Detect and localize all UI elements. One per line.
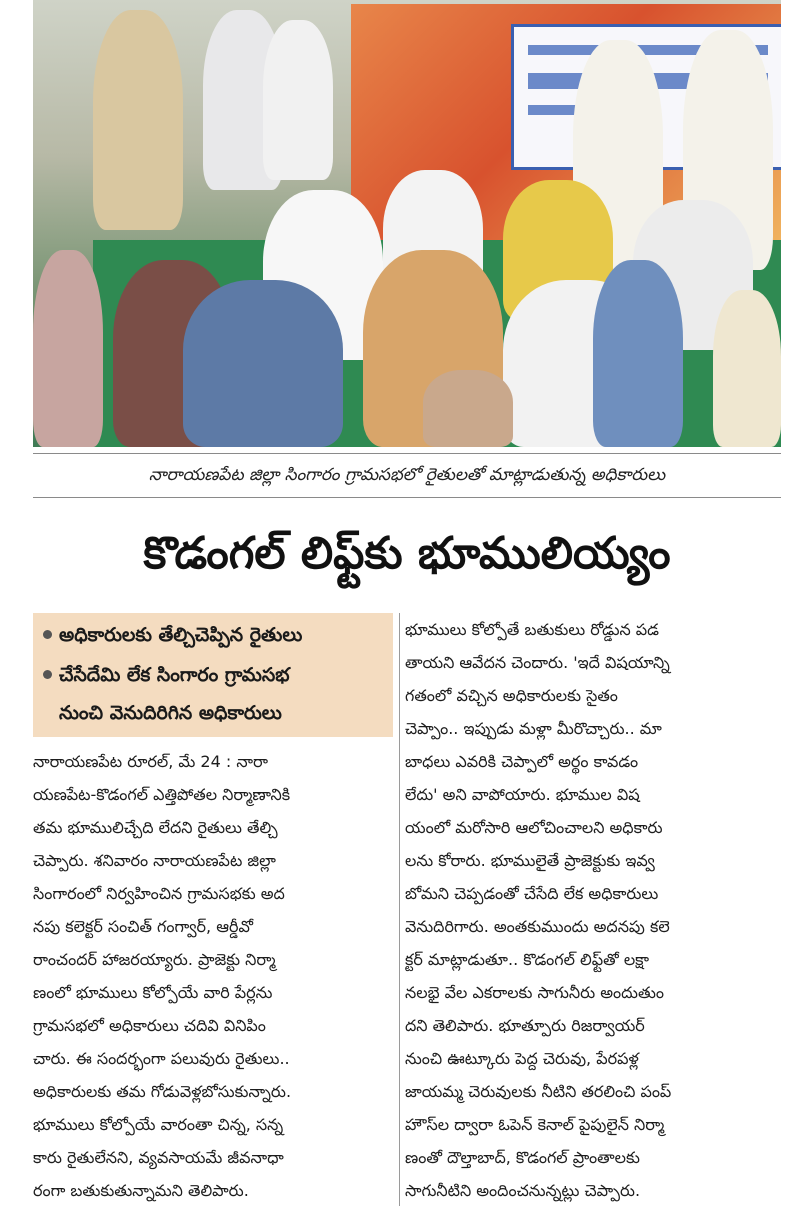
caption-top-rule [33,453,781,454]
column-divider [399,613,400,1206]
article-line: నలభై వేల ఎకరాలకు సాగునీరు అందుతుం [405,983,665,1002]
article-line: గతంలో వచ్చిన అధికారులకు సైతం [405,686,618,705]
article-line: బాధలు ఎవరికి చెప్పాలో అర్థం కావడం [405,752,639,771]
article-line: సింగారంలో నిర్వహించిన గ్రామసభకు అద [33,884,285,903]
article-line: భూములు కోల్పోతే బతుకులు రోడ్డున పడ [405,620,660,639]
article-line: యణపేట-కొడంగల్ ఎత్తిపోతల నిర్మాణానికి [33,785,291,804]
article-line: నుంచి ఊట్కూరు పెద్ద చెరువు, పేరపళ్ల [405,1049,639,1068]
article-line: భూములు కోల్పోయే వారంతా చిన్న, సన్న [33,1115,284,1134]
article-line: క్టర్ మాట్లాడుతూ.. కొడంగల్ లిఫ్ట్‌తో లక్షా [405,950,650,969]
highlight-item: చేసేదేమి లేక సింగారం గ్రామసభ [59,664,290,686]
article-column-left [33,745,393,1207]
article-line: హౌస్‌ల ద్వారా ఓపెన్ కెనాల్ పైపులైన్ నిర్మా [405,1115,665,1134]
news-photo [33,0,781,447]
article-line: గ్రామసభలో అధికారులు చదివి వినిపిం [33,1016,266,1035]
article-line: అధికారులకు తమ గోడువెళ్లబోసుకున్నారు. [33,1082,292,1101]
article-line: లను కోరారు. భూములైతే ప్రాజెక్టుకు ఇవ్వ [405,851,655,870]
highlights-box [33,613,393,737]
article-line: వెనుదిరిగారు. అంతకుముందు అదనపు కలె [405,917,670,936]
bullet-icon [43,630,52,639]
article-line: చెప్పారు. శనివారం నారాయణపేట జిల్లా [33,851,276,870]
article-line: చెప్పాం.. ఇప్పుడు మళ్లా మీరొచ్చారు.. మా [405,719,662,738]
article-line: రంగా బతుకుతున్నామని తెలిపారు. [33,1181,249,1200]
caption-bottom-rule [33,497,781,498]
article-line: నారాయణపేట రూరల్, మే 24 : నారా [33,752,268,771]
highlight-item: అధికారులకు తేల్చిచెప్పిన రైతులు [59,624,303,646]
photo-caption: నారాయణపేట జిల్లా సింగారం గ్రామసభలో రైతులతో మాట్లాడుతున్న అధికారులు [148,465,666,485]
article-line: జాయమ్మ చెరువులకు నీటిని తరలించి పంప్ [405,1082,672,1101]
article-line: లేదు' అని వాపోయారు. భూముల విష [405,785,640,804]
article-line: ణంతో దౌల్తాబాద్, కొడంగల్ ప్రాంతాలకు [405,1148,640,1167]
article-line: కారు రైతులేనని, వ్యవసాయమే జీవనాధా [33,1148,284,1167]
highlight-item: నుంచి వెనుదిరిగిన అధికారులు [59,702,282,724]
article-line: నపు కలెక్టర్ సంచిత్ గంగ్వార్, ఆర్డీవో [33,917,253,936]
article-line: యంలో మరోసారి ఆలోచించాలని అధికారు [405,818,663,837]
article-line: తాయని ఆవేదన చెందారు. 'ఇదే విషయాన్ని [405,653,670,672]
bullet-icon [43,670,52,679]
article-column-right [405,613,781,1207]
article-line: చారు. ఈ సందర్భంగా పలువురు రైతులు.. [33,1049,290,1068]
article-line: రాంచందర్ హాజరయ్యారు. ప్రాజెక్టు నిర్మా [33,950,276,969]
article-line: దని తెలిపారు. భూత్పూరు రిజర్వాయర్ [405,1016,645,1035]
article-line: బోమని చెప్పడంతో చేసేది లేక అధికారులు [405,884,659,903]
article-line: తమ భూములిచ్చేది లేదని రైతులు తేల్చి [33,818,278,837]
article-line: సాగునీటిని అందించనున్నట్లు చెప్పారు. [405,1181,641,1200]
headline: కొడంగల్ లిఫ్ట్‌కు భూములియ్యం [143,528,671,579]
article-line: ణంలో భూములు కోల్పోయే వారి పేర్లను [33,983,273,1002]
